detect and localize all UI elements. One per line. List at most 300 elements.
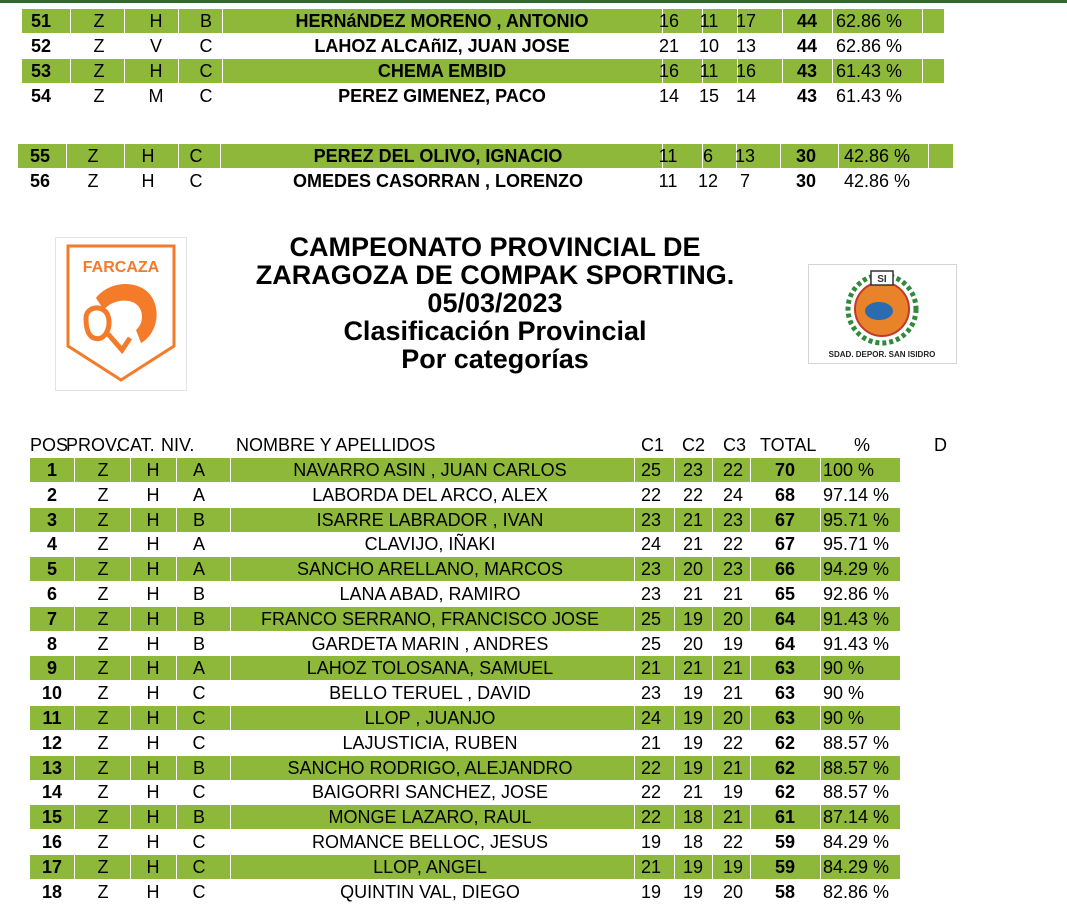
cell-pos: 10 [41,683,63,704]
cell-c3: 19 [722,782,744,803]
cell-separator [820,458,821,482]
header-niv: NIV. [161,435,195,455]
cell-pct: 91.43 % [823,608,890,629]
cell-c2: 20 [682,633,704,654]
san-isidro-logo [808,264,957,364]
cell-pos: 4 [46,534,57,555]
cell-pos: 2 [46,484,57,505]
cell-prov: Z [87,146,99,166]
cell-niv: C [192,881,206,902]
cell-separator [674,706,675,730]
cell-total: 64 [774,633,796,654]
cell-prov: Z [97,633,109,654]
cell-niv: C [192,782,206,803]
cell-c1: 11 [658,146,678,166]
cell-name: MONGE LAZARO, RAUL [328,807,532,828]
cell-total: 62 [774,757,796,778]
cell-separator [712,508,713,532]
header-d: D [934,435,947,455]
cell-cat: H [146,832,160,852]
cell-pct: 42.86 % [844,171,911,191]
table-row [30,656,900,680]
cell-pct: 95.71 % [823,509,890,530]
cell-niv: B [199,11,212,31]
cell-prov: Z [97,559,109,580]
cell-c1: 22 [640,484,662,505]
cell-prov: Z [97,832,109,852]
table-row [30,731,900,755]
cell-separator [124,59,125,83]
cell-separator [74,756,75,780]
cell-separator [820,656,821,680]
cell-total: 67 [774,534,796,555]
cell-name: QUINTIN VAL, DIEGO [340,881,520,902]
cell-separator [130,855,131,879]
cell-niv: C [192,732,206,753]
cell-cat: H [146,534,160,555]
cell-c2: 19 [682,881,704,902]
cell-cat: H [146,708,160,728]
cell-cat: H [149,11,163,31]
cell-cat: H [146,658,160,679]
cell-separator [782,9,783,33]
cell-prov: Z [97,782,109,803]
cell-separator [130,508,131,532]
cell-c3: 23 [722,559,744,580]
cell-separator [70,59,71,83]
cell-separator [750,656,751,680]
cell-prov: Z [93,11,105,31]
cell-prov: Z [97,460,109,480]
cell-c2: 19 [682,608,704,629]
cell-separator [634,557,635,581]
cell-cat: M [148,86,164,106]
cell-c3: 19 [722,633,744,654]
cell-prov: Z [93,86,105,106]
cell-pct: 61.43 % [836,61,903,81]
cell-cat: H [146,732,160,753]
cell-separator [74,458,75,482]
cell-c3: 23 [722,509,744,530]
cell-name: ROMANCE BELLOC, JESUS [311,832,549,852]
cell-separator [130,756,131,780]
table-row [30,706,900,730]
cell-c3: 19 [722,856,744,877]
title-line-4: Clasificación Provincial [343,316,647,346]
header-c2: C2 [682,435,706,455]
cell-c2: 21 [682,509,704,530]
cell-name: CHEMA EMBID [377,61,507,81]
cell-c1: 22 [640,807,662,828]
cell-separator [130,557,131,581]
cell-separator [780,144,781,168]
cell-separator [820,557,821,581]
cell-c2: 18 [682,832,704,852]
cell-c1: 11 [658,171,678,191]
cell-separator [74,656,75,680]
cell-cat: H [141,171,155,191]
cell-c1: 16 [658,61,680,81]
cell-niv: A [192,460,205,480]
cell-pct: 88.57 % [823,757,890,778]
cell-separator [712,607,713,631]
table-row [30,855,900,879]
cell-prov: Z [93,36,105,56]
table-row [30,607,900,631]
table-row [30,681,900,705]
cell-c1: 25 [640,460,662,480]
cell-c1: 22 [640,757,662,778]
cell-separator [820,706,821,730]
table-row [22,59,944,83]
cell-c2: 12 [697,171,719,191]
cell-c2: 10 [698,36,720,56]
cell-cat: V [149,36,162,56]
cell-separator [674,756,675,780]
cell-separator [674,805,675,829]
cell-separator [820,607,821,631]
cell-prov: Z [97,732,109,753]
title-line-5: Por categorías [401,344,589,374]
cell-name: PEREZ GIMENEZ, PACO [338,86,546,106]
cell-pos: 16 [41,832,63,852]
header-cat: CAT. [117,435,155,455]
cell-total: 64 [774,608,796,629]
cell-c3: 21 [722,658,744,679]
cell-separator [820,508,821,532]
cell-niv: B [192,608,205,629]
table-row [30,632,900,656]
san-isidro-logo-text: SDAD. DEPOR. SAN ISIDRO [828,350,936,359]
cell-name: LANA ABAD, RAMIRO [339,584,521,604]
cell-total: 44 [796,11,818,31]
cell-pos: 51 [30,11,52,31]
cell-separator [782,59,783,83]
header-percent: % [854,435,871,455]
cell-niv: A [192,559,205,580]
cell-cat: H [149,61,163,81]
cell-c3: 22 [722,832,744,852]
cell-niv: C [199,86,213,106]
cell-cat: H [146,608,160,629]
cell-pos: 12 [41,732,63,753]
title-line-2: ZARAGOZA DE COMPAK SPORTING. [255,260,735,290]
cell-c3: 13 [734,146,756,166]
cell-total: 59 [774,856,796,877]
header-prov: PROV. [66,435,121,455]
cell-niv: B [192,757,205,778]
cell-prov: Z [97,708,109,728]
cell-separator [634,805,635,829]
cell-name: GARDETA MARIN , ANDRES [311,633,549,654]
cell-niv: C [192,683,206,704]
table-row [30,756,900,780]
cell-c2: 11 [699,61,719,81]
cell-name: SANCHO RODRIGO, ALEJANDRO [287,757,573,778]
cell-total: 30 [795,171,817,191]
cell-c2: 19 [682,683,704,704]
cell-name: PEREZ DEL OLIVO, IGNACIO [313,146,563,166]
table-row [30,780,900,804]
club-crest-icon [809,265,956,363]
cell-total: 44 [796,36,818,56]
cell-pct: 87.14 % [823,807,890,828]
cell-c3: 21 [722,683,744,704]
cell-separator [674,508,675,532]
cell-cat: H [146,683,160,704]
cell-pct: 88.57 % [823,732,890,753]
cell-pos: 6 [46,584,57,604]
table-row [30,880,900,904]
cell-pct: 97.14 % [823,484,890,505]
cell-pos: 53 [30,61,52,81]
cell-c1: 22 [640,782,662,803]
cell-c3: 16 [735,61,757,81]
cell-c2: 6 [702,146,713,166]
document-title [215,233,775,373]
cell-c1: 24 [640,708,662,728]
cell-cat: H [146,559,160,580]
cell-total: 43 [796,86,818,106]
cell-cat: H [146,782,160,803]
cell-c2: 19 [682,732,704,753]
farcaza-logo [55,237,187,391]
cell-c3: 22 [722,460,744,480]
cell-separator [674,607,675,631]
cell-separator [634,706,635,730]
cell-separator [832,9,833,33]
cell-name: BELLO TERUEL , DAVID [329,683,531,704]
cell-c1: 25 [640,608,662,629]
cell-name: LLOP , JUANJO [364,708,496,728]
cell-niv: C [199,61,213,81]
cell-pos: 9 [46,658,57,679]
cell-c3: 21 [722,807,744,828]
cell-c2: 15 [698,86,720,106]
table-row [30,805,900,829]
cell-name: LAJUSTICIA, RUBEN [342,732,518,753]
cell-separator [634,656,635,680]
cell-name: OMEDES CASORRAN , LORENZO [292,171,583,191]
cell-separator [176,656,177,680]
cell-niv: C [192,832,206,852]
cell-separator [750,607,751,631]
cell-c1: 23 [640,584,662,604]
cell-separator [178,9,179,33]
header-c1: C1 [641,435,665,455]
cell-name: NAVARRO ASIN , JUAN CARLOS [293,460,567,480]
cell-total: 65 [774,584,796,604]
cell-niv: B [192,807,205,828]
cell-niv: B [192,509,205,530]
cell-c2: 20 [682,559,704,580]
cell-separator [750,508,751,532]
cell-niv: C [192,708,206,728]
cell-separator [712,756,713,780]
cell-niv: A [192,484,205,505]
cell-c1: 25 [640,633,662,654]
cell-c1: 23 [640,683,662,704]
cell-cat: H [146,807,160,828]
top-border [0,0,1067,3]
cell-separator [820,855,821,879]
cell-separator [74,607,75,631]
cell-separator [176,557,177,581]
cell-prov: Z [97,856,109,877]
cell-c3: 13 [735,36,757,56]
cell-separator [176,805,177,829]
cell-separator [74,855,75,879]
cell-pct: 95.71 % [823,534,890,555]
svg-text:SI: SI [877,274,887,285]
cell-pos: 8 [46,633,57,654]
cell-pct: 91.43 % [823,633,890,654]
cell-cat: H [146,484,160,505]
cell-separator [178,144,179,168]
cell-c3: 20 [722,881,744,902]
cell-c2: 21 [682,534,704,555]
cell-c2: 21 [682,782,704,803]
cell-separator [712,458,713,482]
cell-separator [712,855,713,879]
table-row [30,508,900,532]
cell-pos: 5 [46,559,57,580]
cell-pos: 15 [41,807,63,828]
cell-separator [922,59,923,83]
cell-name: SANCHO ARELLANO, MARCOS [296,559,564,580]
cell-pct: 62.86 % [836,11,903,31]
table-row [30,458,900,482]
cell-separator [712,557,713,581]
cell-name: HERNáNDEZ MORENO , ANTONIO [295,11,589,31]
cell-separator [634,855,635,879]
cell-separator [750,805,751,829]
cell-niv: C [192,856,206,877]
cell-c2: 19 [682,757,704,778]
cell-c1: 19 [640,881,662,902]
table-row [30,582,900,606]
title-line-1: CAMPEONATO PROVINCIAL DE [289,232,701,262]
cell-total: 63 [774,658,796,679]
cell-separator [634,458,635,482]
cell-name: LAHOZ TOLOSANA, SAMUEL [306,658,554,679]
cell-pos: 55 [29,146,51,166]
header-name: NOMBRE Y APELLIDOS [236,435,436,455]
cell-separator [712,656,713,680]
table-header [30,433,1030,457]
cell-separator [674,557,675,581]
cell-separator [74,508,75,532]
cell-pos: 52 [30,36,52,56]
cell-separator [74,805,75,829]
header-total: TOTAL [760,435,817,455]
cell-pct: 90 % [823,683,865,704]
cell-prov: Z [97,683,109,704]
cell-separator [130,805,131,829]
cell-prov: Z [97,484,109,505]
cell-prov: Z [87,171,99,191]
cell-pct: 92.86 % [823,584,890,604]
cell-separator [176,458,177,482]
cell-c1: 19 [640,832,662,852]
table-row [22,84,942,108]
cell-total: 66 [774,559,796,580]
cell-separator [74,557,75,581]
cell-c1: 14 [658,86,680,106]
cell-c3: 22 [722,534,744,555]
cell-cat: H [146,856,160,877]
cell-separator [750,458,751,482]
cell-c1: 21 [658,36,680,56]
cell-total: 43 [796,61,818,81]
table-row [22,34,942,58]
cell-c1: 23 [640,509,662,530]
cell-separator [712,805,713,829]
cell-name: ISARRE LABRADOR , IVAN [316,509,544,530]
cell-cat: H [146,633,160,654]
cell-pct: 62.86 % [836,36,903,56]
cell-total: 58 [774,881,796,902]
cell-separator [674,458,675,482]
cell-pos: 7 [46,608,57,629]
cell-prov: Z [97,534,109,555]
table-row [18,144,953,168]
cell-separator [928,144,929,168]
cell-prov: Z [97,807,109,828]
cell-c3: 21 [722,757,744,778]
cell-total: 62 [774,732,796,753]
cell-separator [130,656,131,680]
table-row [30,830,900,854]
cell-pct: 61.43 % [836,86,903,106]
title-line-3: 05/03/2023 [427,288,563,318]
cell-total: 30 [795,146,817,166]
cell-name: FRANCO SERRANO, FRANCISCO JOSE [260,608,600,629]
cell-separator [176,607,177,631]
cell-separator [130,706,131,730]
cell-separator [712,706,713,730]
cell-c1: 21 [640,658,662,679]
cell-total: 67 [774,509,796,530]
cell-pct: 90 % [823,708,865,728]
header-pos: POS [30,435,69,455]
cell-cat: H [146,584,160,604]
goat-head-icon [56,238,186,390]
cell-separator [176,706,177,730]
cell-separator [178,59,179,83]
cell-separator [634,508,635,532]
cell-separator [820,756,821,780]
cell-niv: A [192,658,205,679]
cell-separator [820,805,821,829]
cell-pct: 90 % [823,658,865,679]
cell-c1: 16 [658,11,680,31]
cell-pos: 13 [41,757,63,778]
header-c3: C3 [723,435,747,455]
cell-pct: 84.29 % [823,856,890,877]
cell-pos: 54 [30,86,52,106]
cell-prov: Z [97,509,109,530]
cell-pos: 56 [29,171,51,191]
cell-pos: 1 [46,460,57,480]
cell-separator [832,59,833,83]
cell-c3: 22 [722,732,744,753]
cell-separator [70,9,71,33]
cell-c3: 24 [722,484,744,505]
cell-c2: 21 [682,658,704,679]
cell-separator [130,458,131,482]
cell-separator [922,9,923,33]
